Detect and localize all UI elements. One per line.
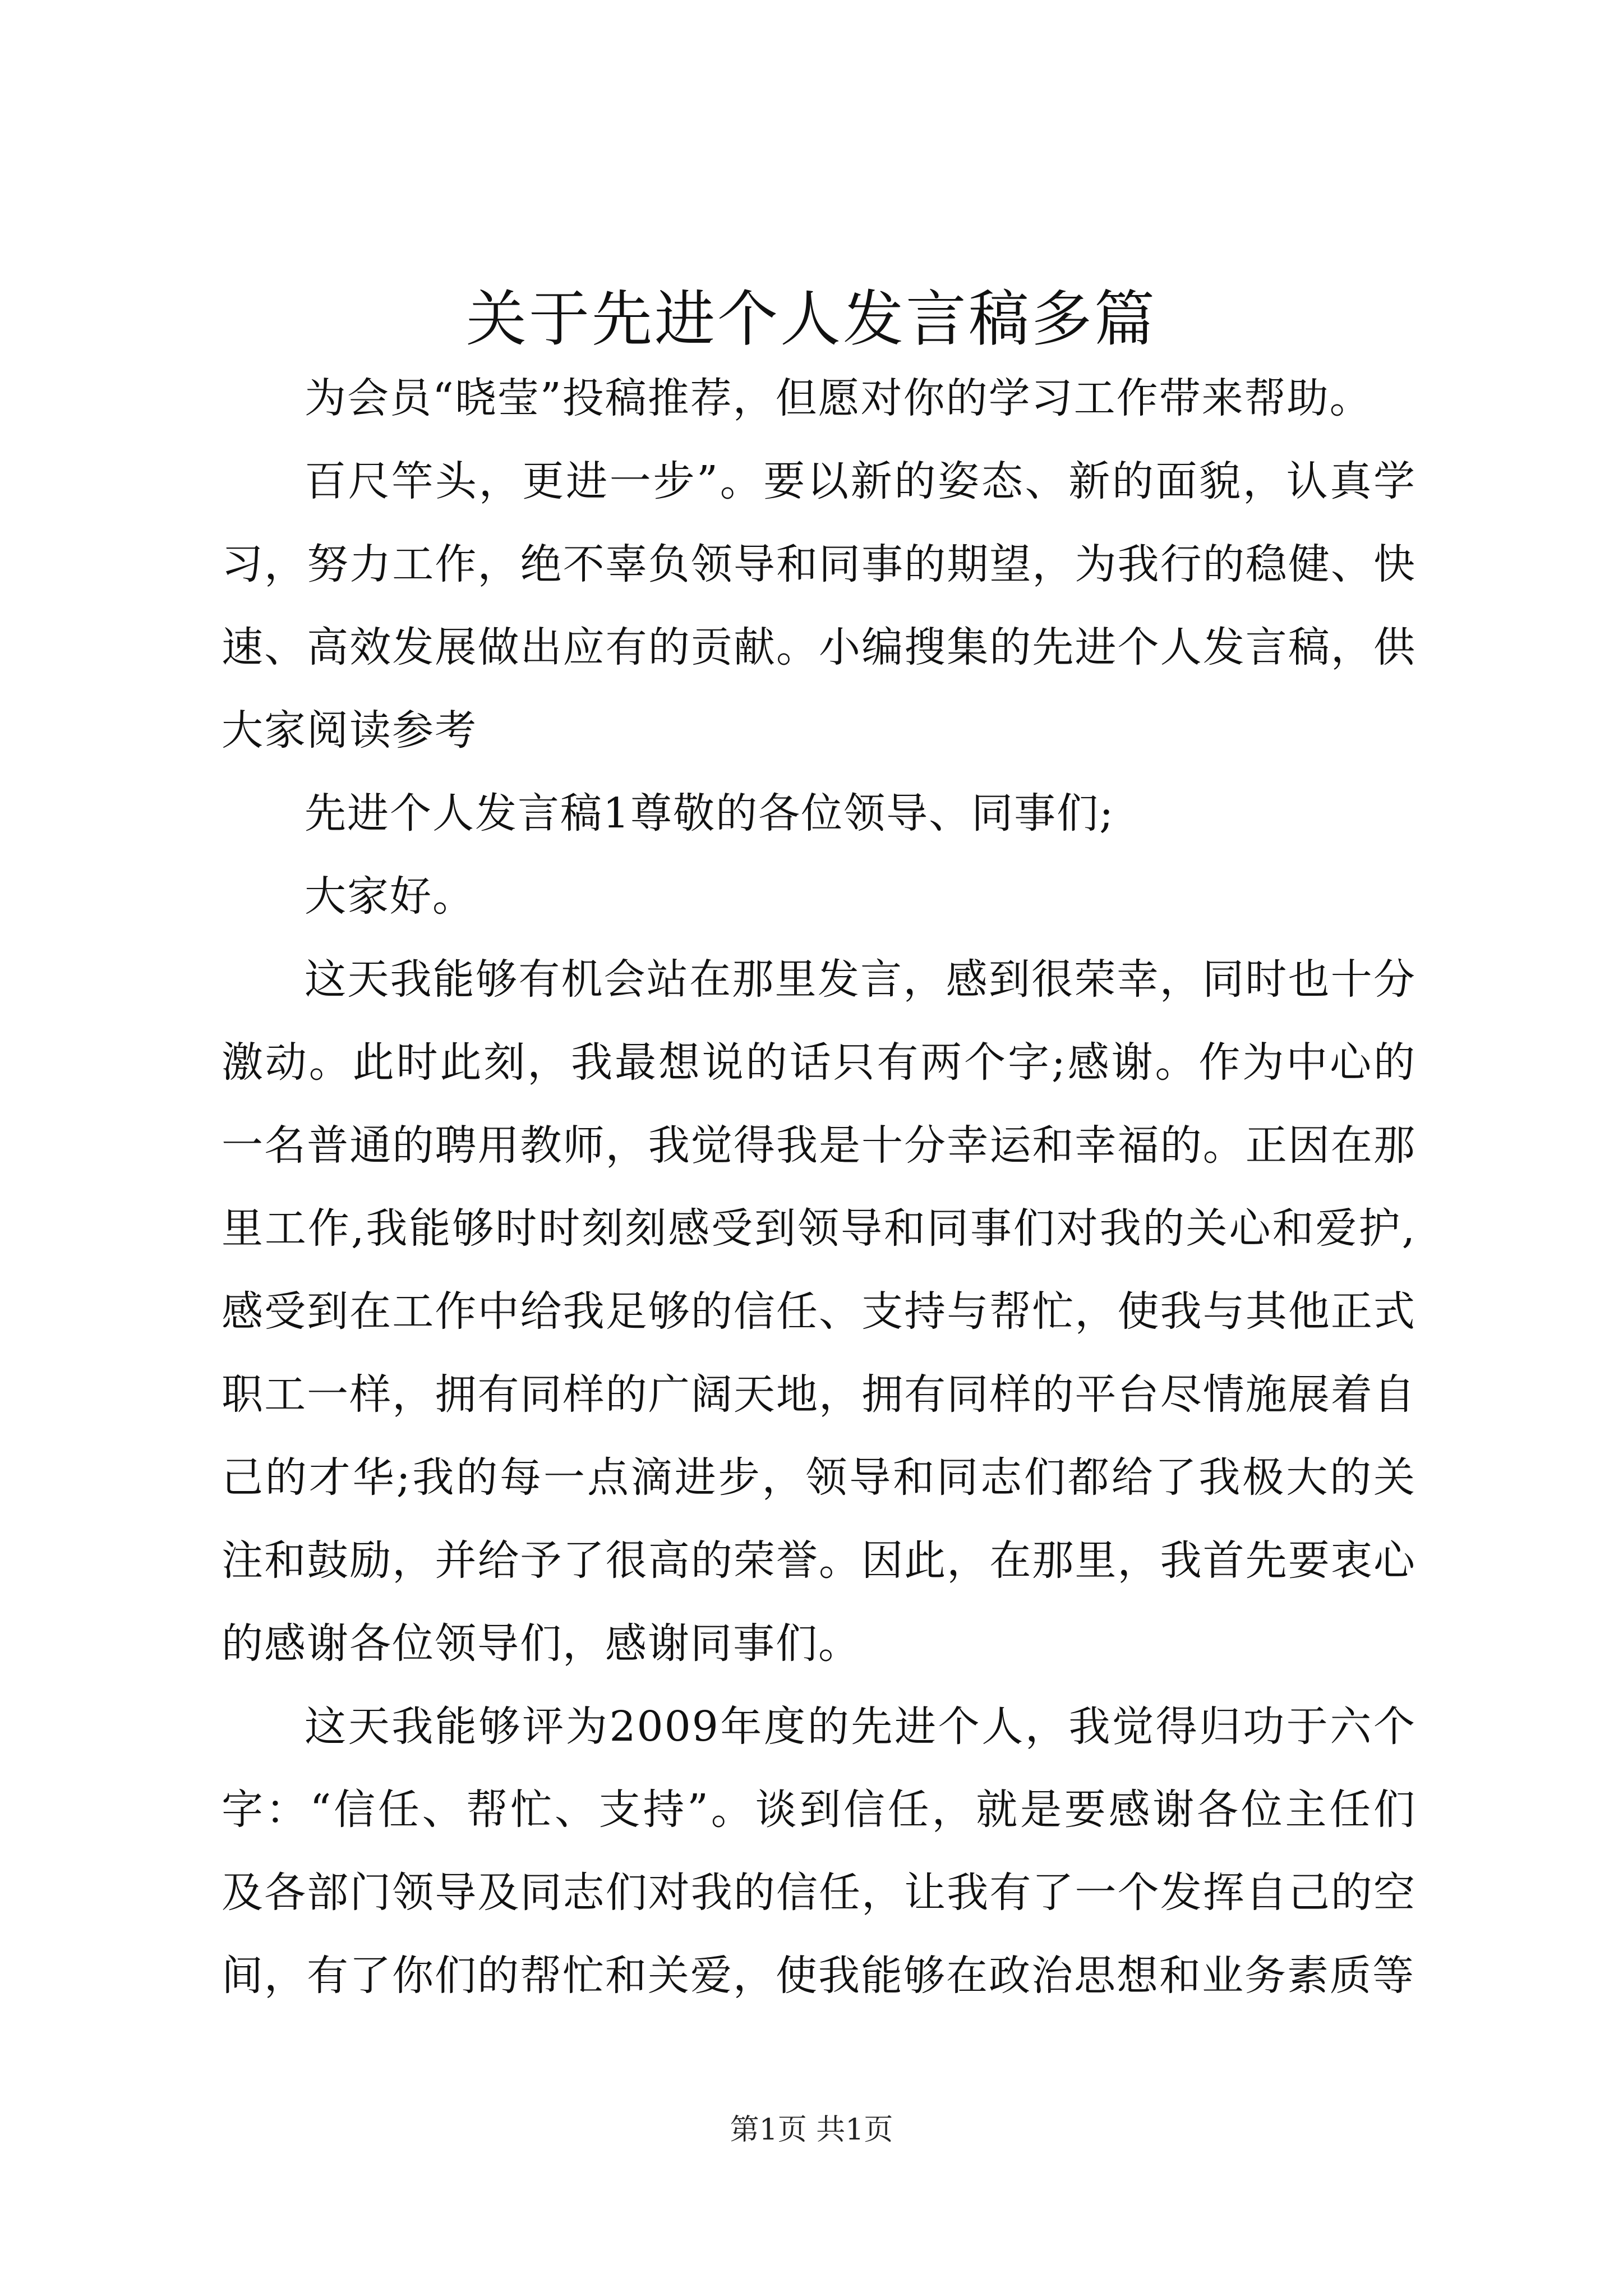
- page-footer: 第1页 共1页: [730, 2113, 893, 2147]
- paragraph-gratitude: 这天我能够有机会站在那里发言，感到很荣幸，同时也十分激动。此时此刻，我最想说的话只有两个字;感谢。作为中心的一名普通的聘用教师，我觉得我是十分幸运和幸福的。正因在那里工作,我能够时时刻刻感受到领导和同事们对我的关心和爱护,感受到在工作中给我足够的信任、支持与帮忙，使我与其他正式职工一样，拥有同样的广阔天地，拥有同样的平台尽情施展着自己的才华;我的每一点滴进步，领导和同志们都给了我极大的关注和鼓励，并给予了很高的荣誉。因此，在那里，我首先要衷心的感谢各位领导们，感谢同事们。: [222, 955, 1416, 1668]
- document-title: 关于先进个人发言稿多篇: [465, 284, 1157, 355]
- paragraph-intro: 为会员“晓莹”投稿推荐，但愿对你的学习工作带来帮助。: [305, 374, 1372, 422]
- document-body: [222, 357, 1416, 2017]
- paragraph-salutation: 先进个人发言稿1尊敬的各位领导、同事们;: [305, 789, 1115, 838]
- paragraph-greeting: 大家好。: [305, 872, 475, 921]
- paragraph-award: 这天我能够评为2009年度的先进个人，我觉得归功于六个字：“信任、帮忙、支持”。谈到信任，就是要感谢各位主任们及各部门领导及同志们对我的信任，让我有了一个发挥自己的空间，有了你们的帮忙和关爱，使我能够在政治思想和业务素质等: [222, 1703, 1416, 2000]
- paragraph-preface: 百尺竿头，更进一步”。要以新的姿态、新的面貌，认真学习，努力工作，绝不辜负领导和同事的期望，为我行的稳健、快速、高效发展做出应有的贡献。小编搜集的先进个人发言稿，供大家阅读参考: [222, 457, 1416, 754]
